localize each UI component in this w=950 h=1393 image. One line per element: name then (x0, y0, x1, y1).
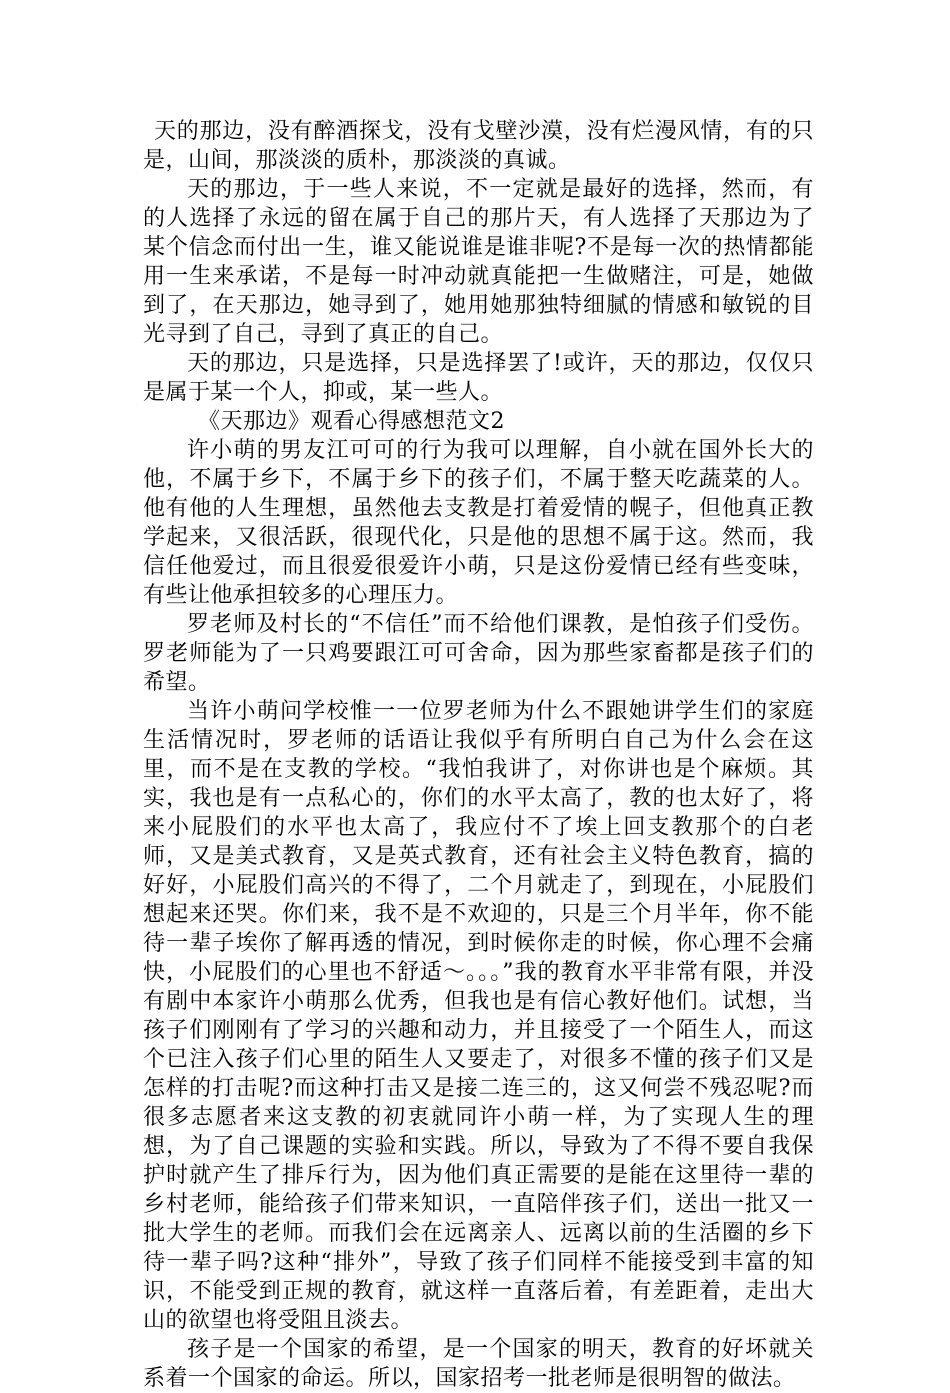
section-heading: 《天那边》观看心得感想范文2 (198, 409, 505, 434)
paragraph-2: 天的那边，于一些人来说，不一定就是最好的选择，然而，有的人选择了永远的留在属于自己的那片天，有人选择了天那边为了某个信念而付出一生，谁又能说谁是谁非呢?不是每一次的热情都能用一生来承诺，不是每一时冲动就真能把一生做赌注，可是，她做到了，在天那边，她寻到了，她用她那独特细腻的情感和敏锐的目光寻到了自己，寻到了真正的自己。 (143, 177, 814, 347)
paragraph-1: 天的那边，没有醉酒探戈，没有戈壁沙漠，没有烂漫风情，有的只是，山间，那淡淡的质朴，那淡淡的真诚。 (143, 119, 814, 173)
paragraph-3: 天的那边，只是选择，只是选择罢了!或许，天的那边，仅仅只是属于某一个人，抑或，某一些人。 (143, 351, 814, 405)
paragraph-4: 许小萌的男友江可可的行为我可以理解，自小就在国外长大的他，不属于乡下，不属于乡下的孩子们，不属于整天吃蔬菜的人。他有他的人生理想，虽然他去支教是打着爱情的幌子，但他真正教学起来，又很活跃，很现代化，只是他的思想不属于这。然而，我信任他爱过，而且很爱很爱许小萌，只是这份爱情已经有些变味，有些让他承担较多的心理压力。 (143, 438, 814, 608)
document-page (143, 117, 814, 1393)
paragraph-6: 当许小萌问学校惟一一位罗老师为什么不跟她讲学生们的家庭生活情况时，罗老师的话语让我似乎有所明白自己为什么会在这里，而不是在支教的学校。“我怕我讲了，对你讲也是个麻烦。其实，我也是有一点私心的，你们的水平太高了，教的也太好了，将来小屁股们的水平也太高了，我应付不了埃上回支教那个的白老师，又是美式教育，又是英式教育，还有社会主义特色教育，搞的好好，小屁股们高兴的不得了，二个月就走了，到现在，小屁股们想起来还哭。你们来，我不是不欢迎的，只是三个月半年，你不能待一辈子埃你了解再透的情况，到时候你走的时候，你心理不会痛快，小屁股们的心里也不舒适～。。。”我的教育水平非常有限，并没有剧中本家许小萌那么优秀，但我也是有信心教好他们。试想，当孩子们刚刚有了学习的兴趣和动力，并且接受了一个陌生人，而这个已注入孩子们心里的陌生人又要走了，对很多不懂的孩子们又是怎样的打击呢?而这种打击又是接二连三的，这又何尝不残忍呢?而很多志愿者来这支教的初衷就同许小萌一样，为了实现人生的理想，为了自己课题的实验和实践。所以，导致为了不得不要自我保护时就产生了排斥行为，因为他们真正需要的是能在这里待一辈的乡村老师，能给孩子们带来知识，一直陪伴孩子们，送出一批又一批大学生的老师。而我们会在远离亲人、远离以前的生活圈的乡下待一辈子吗?这种“排外”，导致了孩子们同样不能接受到丰富的知识，不能受到正规的教育，就这样一直落后着，有差距着，走出大山的欲望也将受阻且淡去。 (143, 699, 814, 1333)
paragraph-5: 罗老师及村长的“不信任”而不给他们课教，是怕孩子们受伤。罗老师能为了一只鸡要跟江可可舍命，因为那些家畜都是孩子们的希望。 (143, 612, 814, 695)
paragraph-7: 孩子是一个国家的希望，是一个国家的明天，教育的好坏就关系着一个国家的命运。所以，国家招考一批老师是很明智的做法。 (143, 1337, 814, 1391)
